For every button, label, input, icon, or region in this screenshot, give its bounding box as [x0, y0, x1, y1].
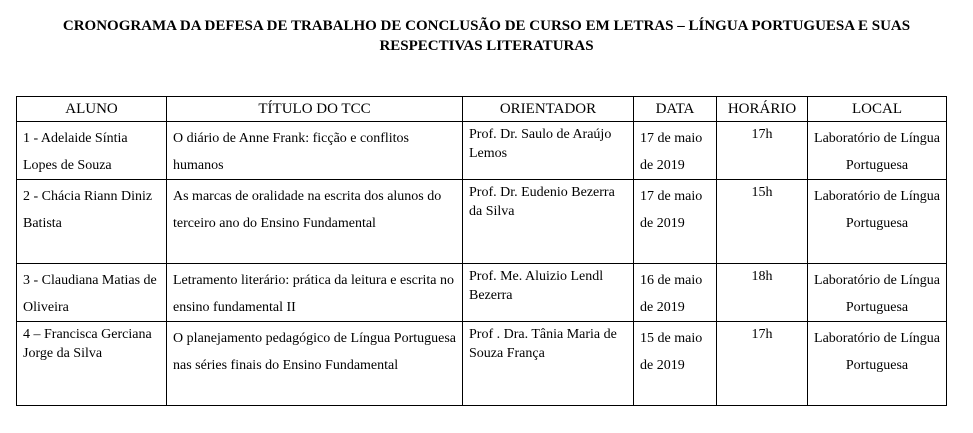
cell-orientador: Prof. Me. Aluizio Lendl Bezerra — [463, 264, 634, 322]
document-title — [0, 16, 973, 56]
column-header-horario: HORÁRIO — [717, 97, 808, 122]
table-row — [17, 180, 947, 264]
table-header-row — [17, 97, 947, 122]
document-title-line-2: RESPECTIVAS LITERATURAS — [379, 38, 594, 54]
schedule-table — [16, 96, 947, 406]
table-row — [17, 122, 947, 180]
cell-local: Laboratório de Língua Portuguesa — [808, 322, 947, 406]
cell-horario: 15h — [717, 180, 808, 264]
cell-horario: 18h — [717, 264, 808, 322]
cell-local: Laboratório de Língua Portuguesa — [808, 122, 947, 180]
cell-titulo: Letramento literário: prática da leitura e escrita no ensino fundamental II — [167, 264, 463, 322]
cell-titulo: As marcas de oralidade na escrita dos alunos do terceiro ano do Ensino Fundamental — [167, 180, 463, 264]
cell-horario: 17h — [717, 122, 808, 180]
column-header-titulo: TÍTULO DO TCC — [167, 97, 463, 122]
cell-aluno: 2 - Chácia Riann Diniz Batista — [17, 180, 167, 264]
cell-data: 15 de maio de 2019 — [634, 322, 717, 406]
cell-aluno: 4 – Francisca Gerciana Jorge da Silva — [17, 322, 167, 406]
cell-aluno: 3 - Claudiana Matias de Oliveira — [17, 264, 167, 322]
cell-local: Laboratório de Língua Portuguesa — [808, 180, 947, 264]
table-row — [17, 264, 947, 322]
column-header-aluno: ALUNO — [17, 97, 167, 122]
cell-orientador: Prof . Dra. Tânia Maria de Souza França — [463, 322, 634, 406]
document-title-line-1: CRONOGRAMA DA DEFESA DE TRABALHO DE CONCLUSÃO DE CURSO EM LETRAS – LÍNGUA PORTUGUESA E SUAS — [62, 18, 911, 34]
column-header-data: DATA — [634, 97, 717, 122]
table-row — [17, 322, 947, 406]
cell-titulo: O diário de Anne Frank: ficção e conflitos humanos — [167, 122, 463, 180]
column-header-orientador: ORIENTADOR — [463, 97, 634, 122]
cell-orientador: Prof. Dr. Saulo de Araújo Lemos — [463, 122, 634, 180]
cell-aluno: 1 - Adelaide Síntia Lopes de Souza — [17, 122, 167, 180]
cell-horario: 17h — [717, 322, 808, 406]
cell-data: 16 de maio de 2019 — [634, 264, 717, 322]
cell-data: 17 de maio de 2019 — [634, 122, 717, 180]
cell-titulo: O planejamento pedagógico de Língua Portuguesa nas séries finais do Ensino Fundamental — [167, 322, 463, 406]
cell-orientador: Prof. Dr. Eudenio Bezerra da Silva — [463, 180, 634, 264]
cell-data: 17 de maio de 2019 — [634, 180, 717, 264]
column-header-local: LOCAL — [808, 97, 947, 122]
cell-local: Laboratório de Língua Portuguesa — [808, 264, 947, 322]
